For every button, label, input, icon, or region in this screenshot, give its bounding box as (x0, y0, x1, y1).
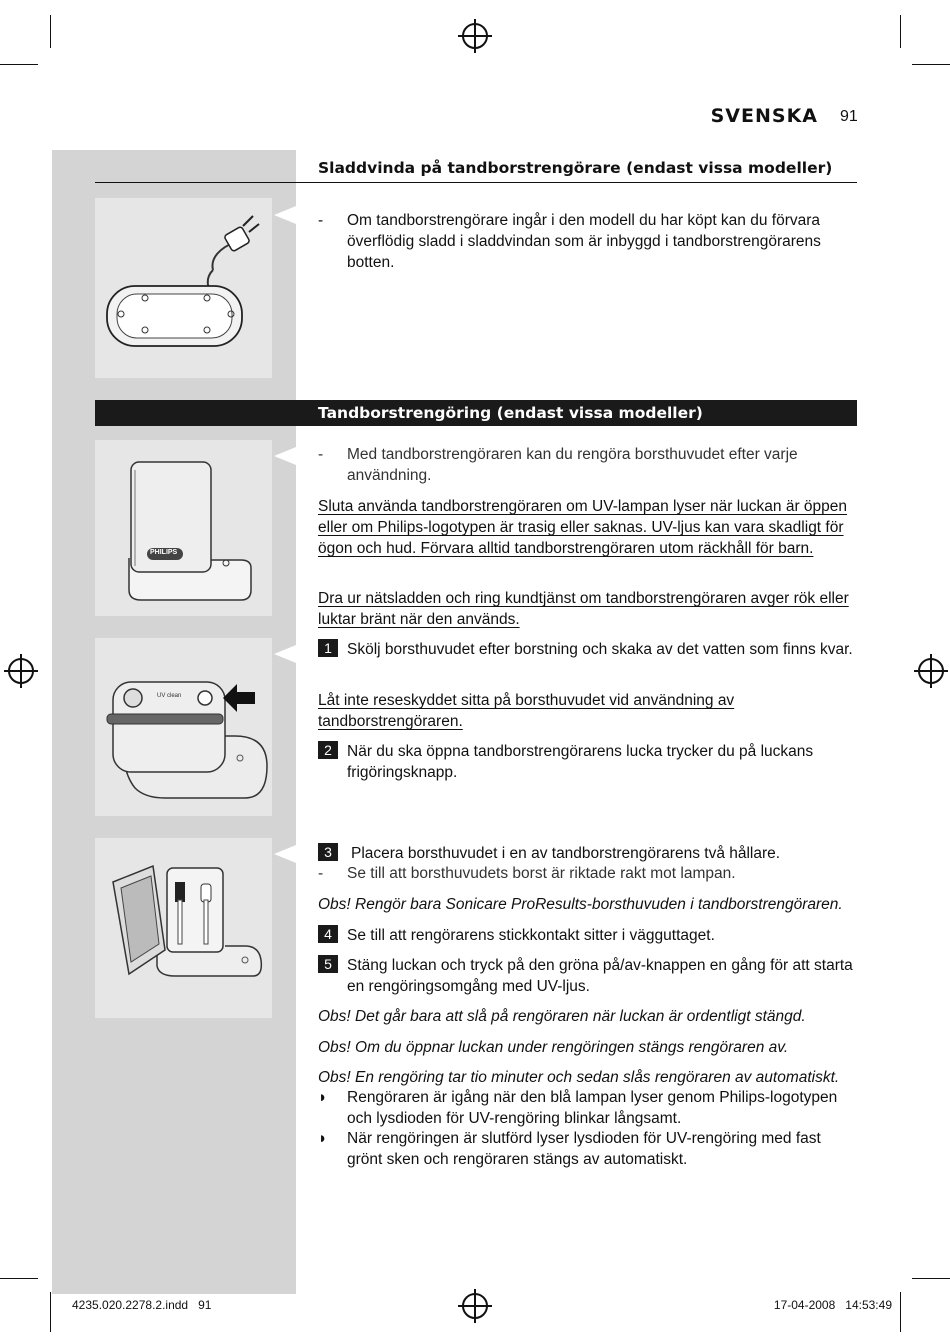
step-number: 5 (318, 955, 338, 973)
note-text: Obs! Om du öppnar luckan under rengöringen stängs rengöraren av. (318, 1039, 789, 1056)
step-number: 2 (318, 741, 338, 759)
footer-file: 4235.020.2278.2.indd 91 (72, 1298, 212, 1312)
crop-mark (912, 1278, 950, 1279)
registration-mark-icon (8, 658, 34, 684)
warning-travel-cap-text: Låt inte reseskyddet sitta på borsthuvudet vid användning av tandborstrengöraren. (318, 692, 735, 730)
warning-uv-text: Sluta använda tandborstrengöraren om UV-lampan lyser när luckan är öppen eller om Philips-logotypen är trasig eller saknas. UV-ljus kan vara skadligt för ögon och hud. Förvara alltid tandborstrengöraren utom räckhåll för barn. (318, 498, 848, 557)
callout-pointer (274, 645, 296, 663)
footer-timestamp: 17-04-2008 14:53:49 (773, 1298, 892, 1312)
warning-uv (318, 496, 858, 559)
dash-marker: - (318, 865, 324, 882)
callout-pointer (274, 206, 296, 224)
step-text: När du ska öppna tandborstrengörarens lucka trycker du på luckans frigöringsknapp. (347, 743, 814, 781)
bullet-item (318, 1128, 858, 1170)
crop-mark (0, 1278, 38, 1279)
warning-smoke (318, 588, 858, 630)
section-title-cleaning: Tandborstrengöring (endast vissa modeller) (318, 404, 703, 422)
crop-mark (900, 1292, 901, 1332)
step-3-subitem-text: Se till att borsthuvudets borst är riktade rakt mot lampan. (347, 865, 736, 882)
cord-winder-illustration (95, 198, 272, 378)
step-5 (318, 955, 858, 997)
intro-text: Med tandborstrengöraren kan du rengöra borsthuvudet efter varje användning. (347, 446, 798, 484)
sanitizer-closed-illustration (95, 440, 272, 616)
registration-mark-icon (918, 658, 944, 684)
bullet-item (318, 1087, 858, 1129)
crop-mark (900, 15, 901, 48)
bullet-icon: ◗ (318, 1089, 328, 1106)
step-number: 4 (318, 925, 338, 943)
crop-mark (912, 64, 950, 65)
intro-item (318, 444, 858, 486)
cord-winder-instruction (318, 210, 858, 273)
step-1 (318, 639, 858, 660)
page-number: 91 (840, 108, 858, 125)
bullet-text: När rengöringen är slutförd lyser lysdioden för UV-rengöring med fast grönt sken och rengöraren stängs av automatiskt. (347, 1130, 821, 1168)
cord-winder-text: Om tandborstrengörare ingår i den modell du har köpt kan du förvara överflödig sladd i sladdvindan som är inbyggd i tandborstrengörarens botten. (347, 212, 821, 271)
bullet-text: Rengöraren är igång när den blå lampan lyser genom Philips-logotypen och lysdioden för UV-rengöring blinkar långsamt. (347, 1089, 838, 1127)
sanitizer-release-button-illustration (95, 638, 272, 816)
philips-logo: PHILIPS (150, 549, 178, 556)
step-2 (318, 741, 858, 783)
note-text: Obs! Rengör bara Sonicare ProResults-borsthuvuden i tandborstrengöraren. (318, 896, 843, 913)
step-text: Skölj borsthuvudet efter borstning och skaka av det vatten som finns kvar. (347, 641, 853, 658)
dash-marker: - (318, 446, 324, 463)
callout-pointer (274, 845, 296, 863)
step-text: Se till att rengörarens stickkontakt sitter i vägguttaget. (347, 927, 715, 944)
step-text: Stäng luckan och tryck på den gröna på/av-knappen en gång för att starta en rengöringsomgång med UV-ljus. (347, 957, 853, 995)
bullet-icon: ◗ (318, 1130, 328, 1147)
page-language-header: SVENSKA (710, 105, 818, 127)
step-4 (318, 925, 858, 946)
step-text: Placera borsthuvudet i en av tandborstrengörarens två hållare. (351, 845, 781, 862)
step-number: 3 (318, 843, 338, 861)
crop-mark (0, 64, 38, 65)
callout-pointer (274, 447, 296, 465)
note (318, 894, 858, 915)
note-text: Obs! Det går bara att slå på rengöraren när luckan är ordentligt stängd. (318, 1008, 806, 1025)
step-3-subitem (318, 863, 858, 884)
uv-clean-label: UV clean (157, 693, 182, 699)
note-text: Obs! En rengöring tar tio minuter och sedan slås rengöraren av automatiskt. (318, 1069, 840, 1086)
step-number: 1 (318, 639, 338, 657)
warning-smoke-text: Dra ur nätsladden och ring kundtjänst om tandborstrengöraren avger rök eller luktar bränt när den används. (318, 590, 849, 628)
section-title-cord-winder: Sladdvinda på tandborstrengörare (endast vissa modeller) (318, 159, 833, 177)
dash-marker: - (318, 212, 324, 229)
note (318, 1037, 858, 1058)
warning-travel-cap (318, 690, 858, 732)
note (318, 1006, 858, 1027)
crop-mark (50, 15, 51, 48)
sanitizer-open-illustration (95, 838, 272, 1018)
note (318, 1067, 858, 1088)
section-divider (95, 182, 857, 183)
registration-mark-icon (462, 23, 488, 49)
step-3 (318, 843, 858, 864)
crop-mark (50, 1292, 51, 1332)
registration-mark-icon (462, 1293, 488, 1319)
